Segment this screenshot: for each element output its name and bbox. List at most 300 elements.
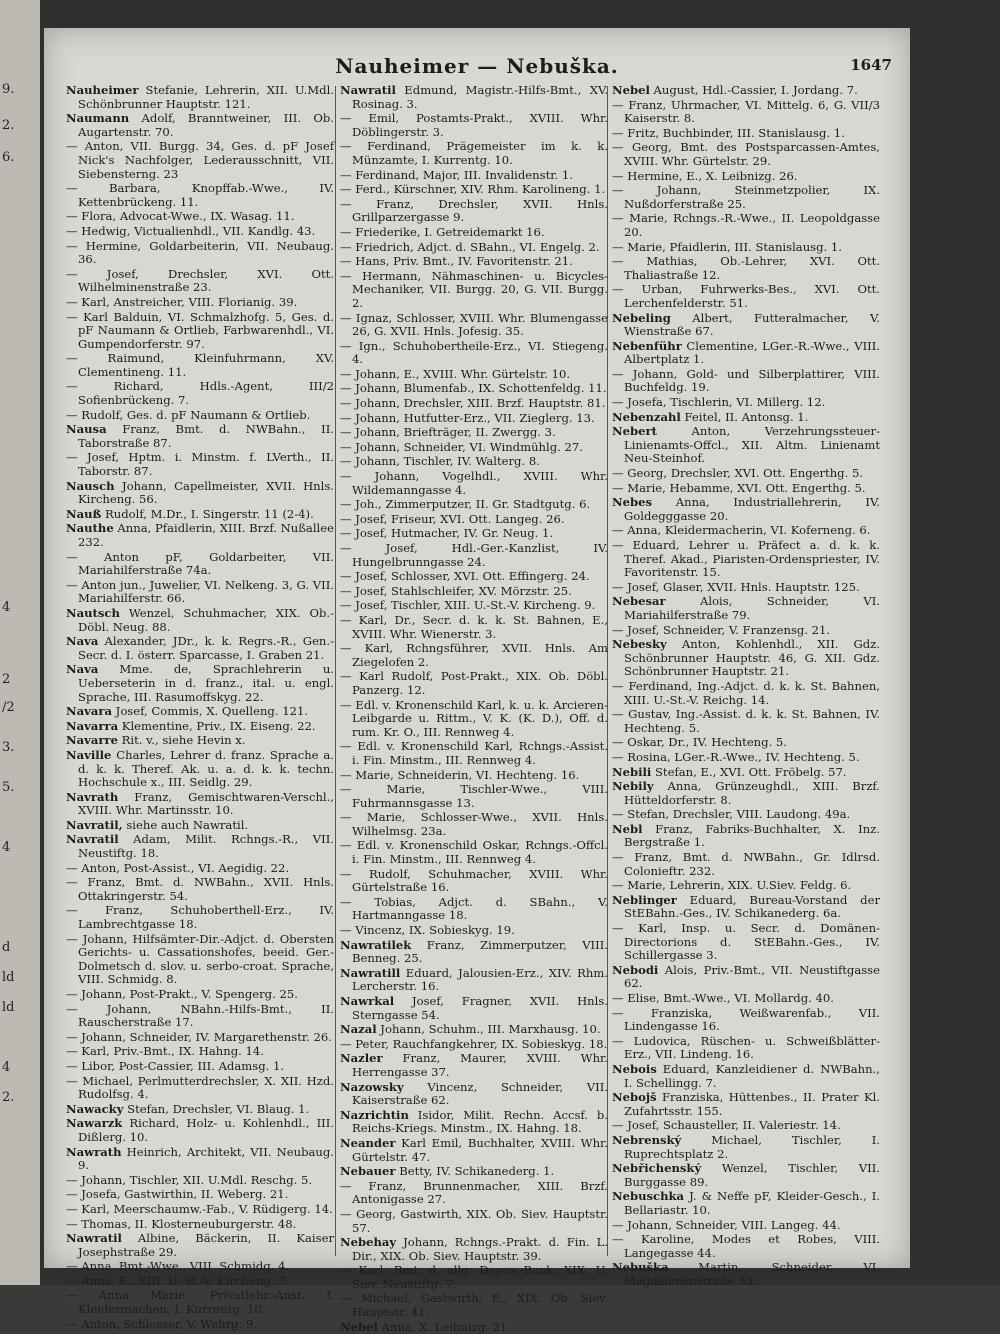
- directory-entry: [340, 198, 608, 225]
- entry-details: — Ludovica, Rüschen- u. Schweißblätter-Erz., VII. Lindeng. 16.: [612, 1033, 880, 1062]
- entry-surname: Nebl: [612, 821, 643, 836]
- directory-entry: [612, 184, 880, 211]
- entry-details: — Hermann, Nähmaschinen- u. Bicycles-Mechaniker, VII. Burgg. 20, G. VII. Burgg. 2.: [340, 268, 608, 310]
- directory-entry: [340, 783, 608, 810]
- directory-entry: [340, 570, 608, 584]
- directory-entry: [612, 1091, 880, 1118]
- entry-surname: Nawacky: [66, 1101, 124, 1116]
- directory-entry: [612, 141, 880, 168]
- margin-fragment: 4: [2, 1060, 11, 1075]
- entry-details: — Josef, Stahlschleifer, XV. Mörzstr. 25.: [340, 583, 572, 598]
- directory-entry: [340, 1038, 608, 1052]
- entry-details: — Fritz, Buchbinder, III. Stanislausg. 1.: [612, 125, 845, 140]
- directory-entry: [340, 455, 608, 469]
- entry-details: — Johann, NBahn.-Hilfs-Bmt., II. Rauscherstraße 17.: [66, 1001, 334, 1030]
- entry-details: — Anna, Bmt.-Wwe., VIII. Schmidg. 4.: [66, 1259, 290, 1274]
- entry-details: — Johann, Schneider, IV. Margarethenstr. 26.: [66, 1029, 332, 1044]
- directory-entry: [66, 409, 334, 423]
- entry-details: Albert, Futteralmacher, V. Wienstraße 67.: [624, 310, 880, 339]
- entry-details: — Oskar, Dr., IV. Hechteng. 5.: [612, 735, 787, 750]
- entry-details: Franziska, Hüttenbes., II. Prater Kl. Zufahrtsstr. 155.: [624, 1090, 880, 1118]
- entry-details: — Hermine, Goldarbeiterin, VII. Neubaug. 36.: [66, 238, 334, 267]
- entry-details: — Karl, Meerschaumw.-Fab., V. Rüdigerg. 14.: [66, 1201, 333, 1216]
- margin-fragment: d: [2, 940, 11, 955]
- entry-details: Johann, Schuhm., III. Marxhausg. 10.: [376, 1022, 601, 1037]
- directory-entry: [66, 451, 334, 478]
- directory-entry: [340, 270, 608, 311]
- entry-details: — Josefa, Tischlerin, VI. Millerg. 12.: [612, 395, 826, 410]
- directory-entry: [66, 1075, 334, 1102]
- entry-details: — Anton jun., Juwelier, VI. Nelkeng. 3, G. VII. Mariahilferstr. 66.: [66, 577, 334, 606]
- directory-entry: [340, 312, 608, 339]
- entry-details: — Ignaz, Schlosser, XVIII. Whr. Blumengasse 26, G. XVII. Hnls. Jofesig. 35.: [340, 310, 608, 339]
- entry-surname: Nauthe: [66, 521, 114, 536]
- entry-details: — Anton, Post-Assist., VI. Aegidig. 22.: [66, 860, 290, 875]
- entry-details: — Edl. v. Kronenschild Karl, k. u. k. Arcieren-Leibgarde u. Rittm., V. K. (K. D.), Off. d. rum. Kr. O., III. Rennweg 4.: [340, 697, 608, 739]
- directory-entry: [340, 112, 608, 139]
- directory-entry: [66, 862, 334, 876]
- entry-details: — Franz, Bmt. d. NWBahn., Gr. Idlrsd. Colonieftr. 232.: [612, 850, 880, 878]
- directory-entry: [66, 1117, 334, 1144]
- entry-details: — Johann, Vogelhdl., XVIII. Whr. Wildemanngasse 4.: [340, 469, 608, 497]
- directory-entry: [340, 769, 608, 783]
- entry-details: — Elise, Bmt.-Wwe., VI. Mollardg. 40.: [612, 991, 834, 1005]
- directory-entry: [612, 638, 880, 679]
- entry-details: Vincenz, Schneider, VII. Kaiserstraße 62.: [352, 1079, 608, 1108]
- entry-details: — Franz, Bmt. d. NWBahn., XVII. Hnls. Ottakringerstr. 54.: [66, 875, 334, 903]
- entry-surname: Naville: [66, 747, 112, 762]
- entry-details: Stefan, E., XVI. Ott. Fröbelg. 57.: [651, 764, 847, 779]
- entry-details: — Rudolf, Schuhmacher, XVIII. Whr. Gürtelstraße 16.: [340, 866, 608, 895]
- directory-entry: [340, 1180, 608, 1207]
- directory-entry: [612, 99, 880, 126]
- directory-column-3: [612, 83, 880, 1288]
- entry-details: Rudolf, M.Dr., I. Singerstr. 11 (2-4).: [101, 506, 314, 521]
- entry-details: Isidor, Milit. Rechn. Accsf. b. Reichs-Kriegs. Minstm., IX. Hahng. 18.: [352, 1107, 608, 1136]
- margin-fragment: 9.: [2, 82, 15, 97]
- entry-details: — Anna, E., XIII. U.-St.-V. Kircheng. 7.: [66, 1273, 290, 1288]
- entry-details: — Hans, Priv. Bmt., IV. Favoritenstr. 21.: [340, 254, 573, 269]
- entry-details: Franz, Zimmerputzer, VIII. Benneg. 25.: [352, 937, 608, 966]
- entry-details: — Karl, Rchngsführer, XVII. Hnls. Am Ziegelofen 2.: [340, 641, 608, 669]
- entry-surname: Nazler: [340, 1051, 383, 1066]
- directory-entry: [612, 340, 880, 367]
- entry-details: — Marie, Schneiderin, VI. Hechteng. 16.: [340, 767, 580, 782]
- entry-details: — Josef, Hdl.-Ger.-Kanzlist, IV. Hungelbrunngasse 24.: [340, 541, 608, 569]
- margin-fragment: 4: [2, 600, 11, 615]
- entry-details: — Hermine, E., X. Leibnizg. 26.: [612, 168, 798, 183]
- directory-entry: [340, 241, 608, 255]
- directory-entry: [340, 426, 608, 440]
- entry-details: — Friedrich, Adjct. d. SBahn., VI. Engelg. 2.: [340, 239, 600, 254]
- directory-entry: [340, 183, 608, 197]
- page-header: [44, 54, 910, 80]
- entry-details: Klementine, Priv., IX. Eiseng. 22.: [118, 718, 316, 733]
- entry-details: Josef, Fragner, XVII. Hnls. Sterngasse 54.: [352, 994, 608, 1022]
- entry-details: — Marie, Tischler-Wwe., VIII. Fuhrmannsgasse 13.: [340, 782, 608, 810]
- entry-details: Rit. v., siehe Hevin x.: [117, 733, 246, 748]
- directory-entry: [612, 879, 880, 893]
- directory-entry: [66, 1174, 334, 1188]
- entry-details: Stefanie, Lehrerin, XII. U.Mdl. Schönbrunner Hauptstr. 121.: [78, 83, 334, 111]
- entry-details: Adolf, Branntweiner, III. Ob. Augartenstr. 70.: [78, 111, 334, 139]
- entry-details: Eduard, Bureau-Vorstand der StEBahn.-Ges., IV. Schikanederg. 6a.: [624, 892, 880, 921]
- directory-entry: [340, 340, 608, 367]
- directory-entry: [340, 699, 608, 740]
- entry-surname: Nebily: [612, 779, 654, 794]
- directory-entry: [612, 425, 880, 466]
- entry-surname: Nebauer: [340, 1164, 396, 1179]
- directory-entry: [66, 720, 334, 734]
- entry-details: — Anton, VII. Burgg. 34, Ges. d. pF Josef Nick's Nachfolger, Lederausschnitt, VII. Siebensterng. 23: [66, 139, 334, 181]
- directory-entry: [340, 1292, 608, 1319]
- directory-entry: [612, 680, 880, 707]
- entry-details: Anna, X. Leibnizg. 21.: [377, 1319, 511, 1334]
- entry-surname: Nazrichtin: [340, 1107, 409, 1122]
- directory-entry: [66, 140, 334, 181]
- entry-details: Anton, Kohlenhdl., XII. Gdz. Schönbrunner Hauptstr. 46, G. XII. Gdz. Schönbrunner Hauptstr. 21.: [624, 637, 880, 679]
- directory-entry: [612, 212, 880, 239]
- entry-surname: Navratil: [66, 832, 119, 847]
- entry-surname: Nebel: [612, 83, 650, 97]
- entry-details: — Karl Balduin, VI. Schmalzhofg. 5, Ges. d. pF Naumann & Ortlieb, Farbwarenhdl., VI. Gumpendorferstr. 97.: [66, 309, 334, 351]
- directory-entry: [66, 791, 334, 818]
- directory-entry: [612, 1134, 880, 1161]
- directory-entry: [66, 1103, 334, 1117]
- directory-entry: [340, 868, 608, 895]
- entry-details: — Josef, Friseur, XVI. Ott. Langeg. 26.: [340, 511, 565, 526]
- entry-surname: Nawratil: [66, 1231, 122, 1246]
- entry-surname: Nawratil: [340, 83, 396, 97]
- entry-details: Eduard, Jalousien-Erz., XIV. Rhm. Lercherstr. 16.: [352, 965, 608, 994]
- entry-details: — Mathias, Ob.-Lehrer, XVI. Ott. Thaliastraße 12.: [612, 254, 880, 282]
- directory-entry: [340, 896, 608, 923]
- entry-details: — Karl, Insp. u. Secr. d. Domänen-Directorions d. StEBahn.-Ges., IV. Schillergasse 3.: [612, 921, 880, 963]
- entry-details: Mme. de, Sprachlehrerin u. Ueberseterin in d. franz., ital. u. engl. Sprache, III. Rasumoffskyg. 22.: [78, 662, 334, 704]
- directory-entry: [340, 839, 608, 866]
- entry-surname: Navrath: [66, 789, 119, 804]
- entry-details: — Karl Rudolf, Post-Prakt., XIX. Ob. Döbl. Panzerg. 12.: [340, 669, 608, 697]
- entry-details: — Michael, Gastwirth, E., XIX. Ob. Siev. Hauptstr. 41.: [340, 1291, 608, 1320]
- entry-details: — Hedwig, Victualienhdl., VII. Kandlg. 43.: [66, 223, 316, 238]
- directory-entry: [340, 1137, 608, 1164]
- directory-entry: [340, 1165, 608, 1179]
- entry-details: — Ign., Schuhobertheile-Erz., VI. Stiegeng. 4.: [340, 338, 608, 367]
- entry-details: — Johann, E., XVIII. Whr. Gürtelstr. 10.: [340, 366, 571, 381]
- entry-details: — Marie, Schlosser-Wwe., XVII. Hnls. Wilhelmsg. 23a.: [340, 810, 608, 838]
- directory-entry: [612, 411, 880, 425]
- entry-surname: Nebuschka: [612, 1189, 685, 1204]
- directory-entry: [612, 396, 880, 410]
- entry-details: — Josef, Schlosser, XVI. Ott. Effingerg. 24.: [340, 569, 590, 584]
- entry-details: — Barbara, Knopffab.-Wwe., IV. Kettenbrückeng. 11.: [66, 181, 334, 209]
- entry-details: — Josef, Hutmacher, IV. Gr. Neug. 1.: [340, 526, 554, 541]
- directory-entry: [612, 255, 880, 282]
- entry-details: Eduard, Kanzleidiener d. NWBahn., I. Schellingg. 7.: [624, 1061, 880, 1090]
- margin-fragment: 2.: [2, 1090, 15, 1105]
- entry-details: — Richard, Hdls.-Agent, III/2 Sofienbrückeng. 7.: [66, 379, 334, 408]
- directory-entry: [612, 851, 880, 878]
- entry-details: — Johann, Hilfsämter-Dir.-Adjct. d. Obersten Gerichts- u. Cassationshofes, beeid. Ger.-Dolmetsch d. slov. u. serbo-croat. Sprache, VIII. Schmidg. 8.: [66, 931, 334, 987]
- directory-entry: [66, 268, 334, 295]
- entry-surname: Navara: [66, 704, 112, 719]
- directory-entry: [340, 1023, 608, 1037]
- entry-details: — Flora, Advocat-Wwe., IX. Wasag. 11.: [66, 209, 295, 224]
- directory-entry: [612, 467, 880, 481]
- directory-entry: [66, 904, 334, 931]
- directory-entry: [340, 1109, 608, 1136]
- entry-surname: Nebenzahl: [612, 409, 681, 424]
- directory-entry: [66, 1031, 334, 1045]
- entry-details: — Franz, Uhrmacher, VI. Mittelg. 6, G. VII/3 Kaiserstr. 8.: [612, 97, 880, 126]
- directory-entry: [66, 1275, 334, 1289]
- directory-entry: [612, 1162, 880, 1189]
- directory-entry: [612, 708, 880, 735]
- entry-details: — Marie, Hebamme, XVI. Ott. Engerthg. 5.: [612, 480, 866, 495]
- page-number: 1647: [850, 56, 892, 74]
- entry-details: — Gustav, Ing.-Assist. d. k. k. St. Bahnen, IV. Hechteng. 5.: [612, 707, 880, 735]
- directory-entry: [66, 1318, 334, 1332]
- entry-details: — Franz, Schuhoberthell-Erz., IV. Lambrechtgasse 18.: [66, 903, 334, 932]
- directory-entry: [66, 833, 334, 860]
- directory-entry: [66, 607, 334, 634]
- entry-surname: Nausa: [66, 422, 107, 437]
- column-rule: [335, 86, 336, 1256]
- margin-fragment: 2.: [2, 118, 15, 133]
- directory-entry: [340, 498, 608, 512]
- entry-surname: Nebesar: [612, 594, 666, 609]
- directory-entry: [612, 170, 880, 184]
- directory-entry: [612, 595, 880, 622]
- entry-details: — Franz, Brunnenmacher, XIII. Brzf. Antonigasse 27.: [340, 1178, 608, 1207]
- entry-surname: Nebeling: [612, 310, 671, 325]
- entry-surname: Nebert: [612, 424, 657, 439]
- entry-surname: Navratil,: [66, 817, 123, 832]
- entry-details: Anna, Grünzeughdl., XIII. Brzf. Hütteldorferstr. 8.: [624, 779, 880, 807]
- entry-details: — Rudolf, Ges. d. pF Naumann & Ortlieb.: [66, 407, 311, 422]
- entry-surname: Neander: [340, 1135, 396, 1150]
- directory-entry: [340, 670, 608, 697]
- directory-entry: [340, 140, 608, 167]
- entry-details: — Josef, Schausteller, II. Valeriestr. 14.: [612, 1118, 841, 1133]
- entry-details: Franz, Maurer, XVIII. Whr. Herrengasse 37.: [352, 1051, 608, 1079]
- entry-details: — Franziska, Weißwarenfab., VII. Lindengasse 16.: [612, 1005, 880, 1034]
- directory-entry: [612, 964, 880, 991]
- directory-entry: [612, 624, 880, 638]
- entry-surname: Nautsch: [66, 605, 120, 620]
- directory-entry: [612, 1063, 880, 1090]
- entry-surname: Nebodi: [612, 962, 659, 977]
- directory-entry: [340, 967, 608, 994]
- entry-details: Stefan, Drechsler, VI. Blaug. 1.: [123, 1101, 310, 1116]
- directory-entry: [66, 551, 334, 578]
- directory-entry: [340, 740, 608, 767]
- entry-surname: Nebojš: [612, 1090, 657, 1105]
- entry-details: — Josefa, Gastwirthin, II. Weberg. 21.: [66, 1187, 289, 1202]
- entry-details: — Libor, Post-Cassier, III. Adamsg. 1.: [66, 1058, 285, 1073]
- directory-entry: [340, 614, 608, 641]
- directory-entry: [66, 1203, 334, 1217]
- entry-details: — Edl. v. Kronenschild Oskar, Rchngs.-Offcl. i. Fin. Minstm., III. Rennweg 4.: [340, 838, 608, 867]
- entry-details: — Rosina, LGer.-R.-Wwe., IV. Hechteng. 5.: [612, 749, 860, 764]
- entry-details: — Karl, Priv.-Bmt., IX. Hahng. 14.: [66, 1044, 264, 1059]
- directory-entry: [66, 635, 334, 662]
- directory-entry: [612, 496, 880, 523]
- entry-details: Wenzel, Tischler, VII. Burggasse 89.: [624, 1161, 880, 1189]
- directory-entry: [612, 823, 880, 850]
- entry-details: Franz, Fabriks-Buchhalter, X. Inz. Bergstraße 1.: [624, 821, 880, 850]
- margin-fragment: 3.: [2, 740, 15, 755]
- entry-details: — Urban, Fuhrwerks-Bes., XVI. Ott. Lerchenfelderstr. 51.: [612, 282, 880, 310]
- entry-surname: Nawratill: [340, 965, 401, 980]
- entry-details: — Ferd., Kürschner, XIV. Rhm. Karolineng. 1.: [340, 182, 606, 197]
- directory-entry: [340, 642, 608, 669]
- directory-entry: [612, 283, 880, 310]
- entry-details: Alois, Priv.-Bmt., VII. Neustiftgasse 62.: [624, 962, 880, 991]
- entry-surname: Navarre: [66, 733, 118, 748]
- directory-entry: [612, 524, 880, 538]
- entry-details: Johann, Rchngs.-Prakt. d. Fin. L. Dir., XIX. Ob. Siev. Hauptstr. 39.: [352, 1235, 608, 1263]
- directory-entry: [66, 240, 334, 267]
- entry-details: — Johann, Tischler, XII. U.Mdl. Reschg. 5.: [66, 1172, 313, 1187]
- directory-entry: [612, 581, 880, 595]
- entry-details: — Johann, Schneider, VI. Windmühlg. 27.: [340, 439, 583, 454]
- directory-entry: [612, 766, 880, 780]
- entry-surname: Nebois: [612, 1061, 657, 1076]
- margin-fragment: 5.: [2, 780, 15, 795]
- directory-entry: [66, 1260, 334, 1274]
- entry-details: — Karl, Dr., Secr. d. k. k. St. Bahnen, E., XVIII. Whr. Wienerstr. 3.: [340, 612, 608, 641]
- entry-details: Feitel, II. Antonsg. 1.: [680, 409, 809, 424]
- entry-details: Albine, Bäckerin, II. Kaiser Josephstraße 29.: [78, 1231, 334, 1259]
- entry-details: — Ferdinand, Major, III. Invalidenstr. 1.: [340, 167, 573, 182]
- directory-entry: [612, 368, 880, 395]
- directory-entry: [66, 1232, 334, 1259]
- directory-entry: [340, 1208, 608, 1235]
- directory-entry: [66, 522, 334, 549]
- directory-entry: [340, 84, 608, 111]
- directory-entry: [66, 819, 334, 833]
- directory-entry: [612, 751, 880, 765]
- entry-details: — Marie, Rchngs.-R.-Wwe., II. Leopoldgasse 20.: [612, 211, 880, 239]
- entry-surname: Nava: [66, 662, 99, 677]
- entry-details: — Friederike, I. Getreidemarkt 16.: [340, 224, 545, 239]
- directory-entry: [340, 397, 608, 411]
- directory-entry: [340, 542, 608, 569]
- entry-details: Wenzel, Schuhmacher, XIX. Ob.-Döbl. Neug. 88.: [78, 605, 334, 634]
- entry-details: — Josef, Hptm. i. Minstm. f. LVerth., II. Taborstr. 87.: [66, 450, 334, 479]
- entry-details: Franz, Bmt. d. NWBahn., II. Taborstraße 87.: [78, 422, 334, 450]
- entry-details: Franz, Gemischtwaren-Verschl., XVIII. Whr. Martinsstr. 10.: [78, 789, 334, 818]
- directory-entry: [340, 585, 608, 599]
- entry-surname: Nawratilek: [340, 937, 412, 952]
- directory-entry: [66, 1146, 334, 1173]
- entry-surname: Nausch: [66, 478, 115, 493]
- entry-details: Adam, Milit. Rchngs.-R., VII. Neustiftg. 18.: [78, 832, 334, 861]
- entry-details: Anton, Verzehrungssteuer-Linienamts-Offcl., XII. Altm. Linienamt Neu-Steinhof.: [624, 424, 880, 466]
- directory-column-2: [340, 83, 608, 1334]
- entry-details: Edmund, Magistr.-Hilfs-Bmt., XV. Rosinag. 3.: [352, 83, 608, 111]
- entry-details: — Marie, Pfaidlerin, III. Stanislausg. 1.: [612, 239, 842, 254]
- directory-entry: [66, 1188, 334, 1202]
- directory-entry: [340, 527, 608, 541]
- directory-entry: [340, 368, 608, 382]
- directory-entry: [612, 894, 880, 921]
- directory-entry: [340, 1264, 608, 1291]
- entry-details: — Vincenz, IX. Sobieskyg. 19.: [340, 923, 515, 938]
- entry-surname: Nazowsky: [340, 1079, 404, 1094]
- entry-details: Anna, Pfaidlerin, XIII. Brzf. Nußallee 232.: [78, 521, 334, 549]
- directory-entry: [340, 1052, 608, 1079]
- directory-entry: [340, 811, 608, 838]
- entry-surname: Nebřichenský: [612, 1161, 702, 1176]
- entry-details: Johann, Capellmeister, XVII. Hnls. Kircheng. 56.: [78, 478, 334, 507]
- entry-surname: Naumann: [66, 111, 130, 126]
- entry-details: — Johann, Blumenfab., IX. Schottenfeldg. 11.: [340, 381, 607, 396]
- directory-entry: [66, 352, 334, 379]
- entry-details: Heinrich, Architekt, VII. Neubaug. 9.: [78, 1144, 334, 1173]
- entry-surname: Nava: [66, 634, 99, 649]
- directory-entry: [66, 1218, 334, 1232]
- entry-surname: Nawrath: [66, 1144, 122, 1159]
- directory-entry: [340, 226, 608, 240]
- entry-details: — Eduard, Lehrer u. Präfect a. d. k. k. Theref. Akad., Piaristen-Ordenspriester, IV. Favoritenstr. 15.: [612, 538, 880, 580]
- entry-details: — Josef, Tischler, XIII. U.-St.-V. Kircheng. 9.: [340, 598, 596, 613]
- entry-details: — Karl, Anstreicher, VIII. Florianig. 39.: [66, 294, 298, 309]
- directory-entry: [66, 1289, 334, 1316]
- entry-details: — Johann, Hutfutter-Erz., VII. Zieglerg. 13.: [340, 410, 595, 425]
- entry-details: Richard, Holz- u. Kohlenhdl., III. Dißlerg. 10.: [78, 1116, 334, 1144]
- entry-details: — Georg, Bmt. des Postsparcassen-Amtes, XVIII. Whr. Gürtelstr. 29.: [612, 140, 880, 168]
- entry-details: — Anna Marie, Privatlehr.-Anst. f. Kleidermachen, I. Kurrentg. 10.: [66, 1288, 334, 1317]
- margin-fragment: ld: [2, 970, 15, 985]
- entry-details: Michael, Tischler, I. Ruprechtsplatz 2.: [624, 1132, 880, 1161]
- entry-details: — Anton pF, Goldarbeiter, VII. Mariahilferstraße 74a.: [66, 549, 334, 578]
- directory-entry: [340, 470, 608, 497]
- entry-details: — Johann, Schneider, VIII. Langeg. 44.: [612, 1217, 841, 1232]
- directory-entry: [612, 922, 880, 963]
- directory-entry: [612, 1233, 880, 1260]
- directory-entry: [612, 1035, 880, 1062]
- entry-details: Betty, IV. Schikanederg. 1.: [395, 1164, 555, 1179]
- entry-surname: Nebehay: [340, 1235, 397, 1250]
- entry-details: — Michael, Perlmutterdrechsler, X. XII. Hzd. Rudolfsg. 4.: [66, 1073, 334, 1102]
- directory-entry: [66, 933, 334, 987]
- entry-surname: Nebes: [612, 495, 652, 510]
- entry-surname: Nawrkal: [340, 994, 395, 1008]
- directory-entry: [66, 663, 334, 704]
- entry-details: — Johann, Post-Prakt., V. Spengerg. 25.: [66, 987, 298, 1001]
- directory-entry: [340, 924, 608, 938]
- entry-surname: Nebel: [340, 1319, 378, 1334]
- directory-entry: [66, 210, 334, 224]
- directory-entry: [66, 380, 334, 407]
- entry-details: Josef, Commis, X. Quelleng. 121.: [111, 704, 309, 719]
- directory-entry: [340, 412, 608, 426]
- entry-surname: Nebenführ: [612, 338, 682, 353]
- entry-details: — Karoline, Modes et Robes, VIII. Langegasse 44.: [612, 1232, 880, 1260]
- directory-entry: [66, 749, 334, 790]
- directory-entry: [66, 1003, 334, 1030]
- directory-entry: [340, 599, 608, 613]
- directory-entry: [340, 939, 608, 966]
- entry-details: — Ferdinand, Prägemeister im k. k. Münzamte, I. Kurrentg. 10.: [340, 139, 608, 167]
- entry-details: Alois, Schneider, VI. Mariahilferstraße 79.: [624, 594, 880, 622]
- entry-details: — Stefan, Drechsler, VIII. Laudong. 49a.: [612, 807, 851, 822]
- directory-entry: [66, 182, 334, 209]
- entry-details: — Josef, Drechsler, XVI. Ott. Wilhelminenstraße 23.: [66, 266, 334, 295]
- directory-entry: [340, 441, 608, 455]
